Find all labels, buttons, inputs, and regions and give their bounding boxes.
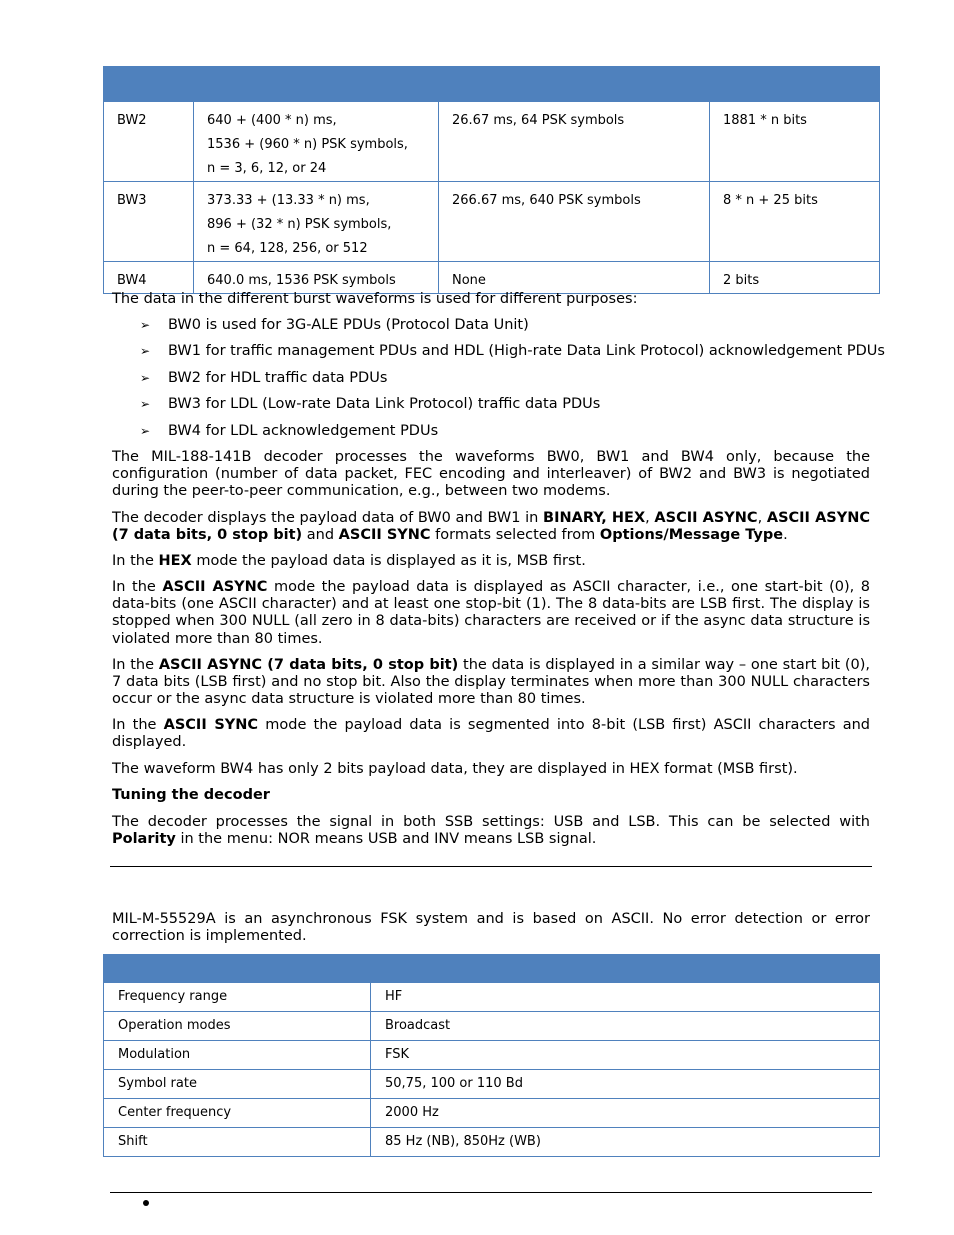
- table-cell: 8 * n + 25 bits: [710, 182, 880, 262]
- table-cell: BW4: [104, 262, 194, 294]
- table-row: Shift 85 Hz (NB), 850Hz (WB): [104, 1128, 880, 1157]
- table-cell: 26.67 ms, 64 PSK symbols: [439, 102, 710, 182]
- footer-bullet-icon: [143, 1200, 149, 1206]
- list-item: ➢ BW1 for traffic management PDUs and HDL (High-rate Data Link Protocol) acknowledgement PDUs: [140, 343, 885, 359]
- table-row: [104, 182, 880, 262]
- table-cell: 266.67 ms, 640 PSK symbols: [439, 182, 710, 262]
- list-item: ➢ BW3 for LDL (Low-rate Data Link Protocol) traffic data PDUs: [140, 396, 601, 412]
- table-cell: BW2: [104, 102, 194, 182]
- arrow-bullet-icon: ➢: [140, 318, 151, 332]
- burst-waveform-table: [103, 66, 880, 294]
- divider: [110, 866, 872, 867]
- section-heading: Tuning the decoder: [112, 787, 270, 803]
- paragraph: The decoder displays the payload data of BW0 and BW1 in BINARY, HEX, ASCII ASYNC, ASCII ASYNC (7 data bits, 0 stop bit) and ASCII SYNC formats selected from Options/Message Type.: [112, 510, 871, 544]
- table-row: Symbol rate 50,75, 100 or 110 Bd: [104, 1070, 880, 1099]
- paragraph: In the HEX mode the payload data is displayed as it is, MSB first.: [112, 553, 586, 569]
- paragraph: The decoder processes the signal in both SSB settings: USB and LSB. This can be selected with Polarity in the menu: NOR means USB and INV means LSB signal.: [112, 814, 870, 848]
- table-row: Operation modes Broadcast: [104, 1012, 880, 1041]
- arrow-bullet-icon: ➢: [140, 344, 151, 358]
- parameters-table: [103, 954, 880, 1157]
- table-row: [104, 102, 880, 182]
- intro-text: The data in the different burst waveforms is used for different purposes:: [112, 291, 638, 307]
- paragraph: In the ASCII ASYNC (7 data bits, 0 stop bit) the data is displayed in a similar way – one start bit (0), 7 data bits (LSB first) and no stop bit. Also the display terminates when more than 300 NULL characters occur or the async data structure is violated more than 80 times.: [112, 657, 871, 708]
- table-cell: 2 bits: [710, 262, 880, 294]
- table-row: Modulation FSK: [104, 1041, 880, 1070]
- table-cell: 640 + (400 * n) ms, 1536 + (960 * n) PSK symbols, n = 3, 6, 12, or 24: [194, 102, 439, 182]
- table-cell: BW3: [104, 182, 194, 262]
- arrow-bullet-icon: ➢: [140, 424, 151, 438]
- table-cell: 1881 * n bits: [710, 102, 880, 182]
- arrow-bullet-icon: ➢: [140, 371, 151, 385]
- table-cell: None: [439, 262, 710, 294]
- table-row: [104, 262, 880, 294]
- table-header: [104, 67, 880, 102]
- arrow-bullet-icon: ➢: [140, 397, 151, 411]
- footer-divider: [110, 1192, 872, 1193]
- paragraph: In the ASCII ASYNC mode the payload data is displayed as ASCII character, i.e., one start-bit (0), 8 data-bits (one ASCII character) and at least one stop-bit (1). The 8 data-bits are LSB first. The display is stopped when 300 NULL (all zero in 8 data-bits) characters are received or if the async data structure is violated more than 80 times.: [112, 579, 871, 647]
- table-row: Frequency range HF: [104, 983, 880, 1012]
- paragraph: In the ASCII SYNC mode the payload data is segmented into 8-bit (LSB first) ASCII characters and displayed.: [112, 717, 870, 751]
- paragraph: The MIL-188-141B decoder processes the waveforms BW0, BW1 and BW4 only, because the configuration (number of data packet, FEC encoding and interleaver) of BW2 and BW3 is negotiated during the peer-to-peer communication, e.g., between two modems.: [112, 449, 870, 500]
- table-header: [104, 955, 880, 983]
- table-cell: 373.33 + (13.33 * n) ms, 896 + (32 * n) PSK symbols, n = 64, 128, 256, or 512: [194, 182, 439, 262]
- table-row: Center frequency 2000 Hz: [104, 1099, 880, 1128]
- paragraph: The waveform BW4 has only 2 bits payload data, they are displayed in HEX format (MSB first).: [112, 761, 798, 777]
- table-cell: 640.0 ms, 1536 PSK symbols: [194, 262, 439, 294]
- list-item: ➢ BW2 for HDL traffic data PDUs: [140, 370, 388, 386]
- paragraph: MIL-M-55529A is an asynchronous FSK system and is based on ASCII. No error detection or error correction is implemented.: [112, 911, 870, 945]
- list-item: ➢ BW4 for LDL acknowledgement PDUs: [140, 423, 439, 439]
- list-item: ➢ BW0 is used for 3G-ALE PDUs (Protocol Data Unit): [140, 317, 529, 333]
